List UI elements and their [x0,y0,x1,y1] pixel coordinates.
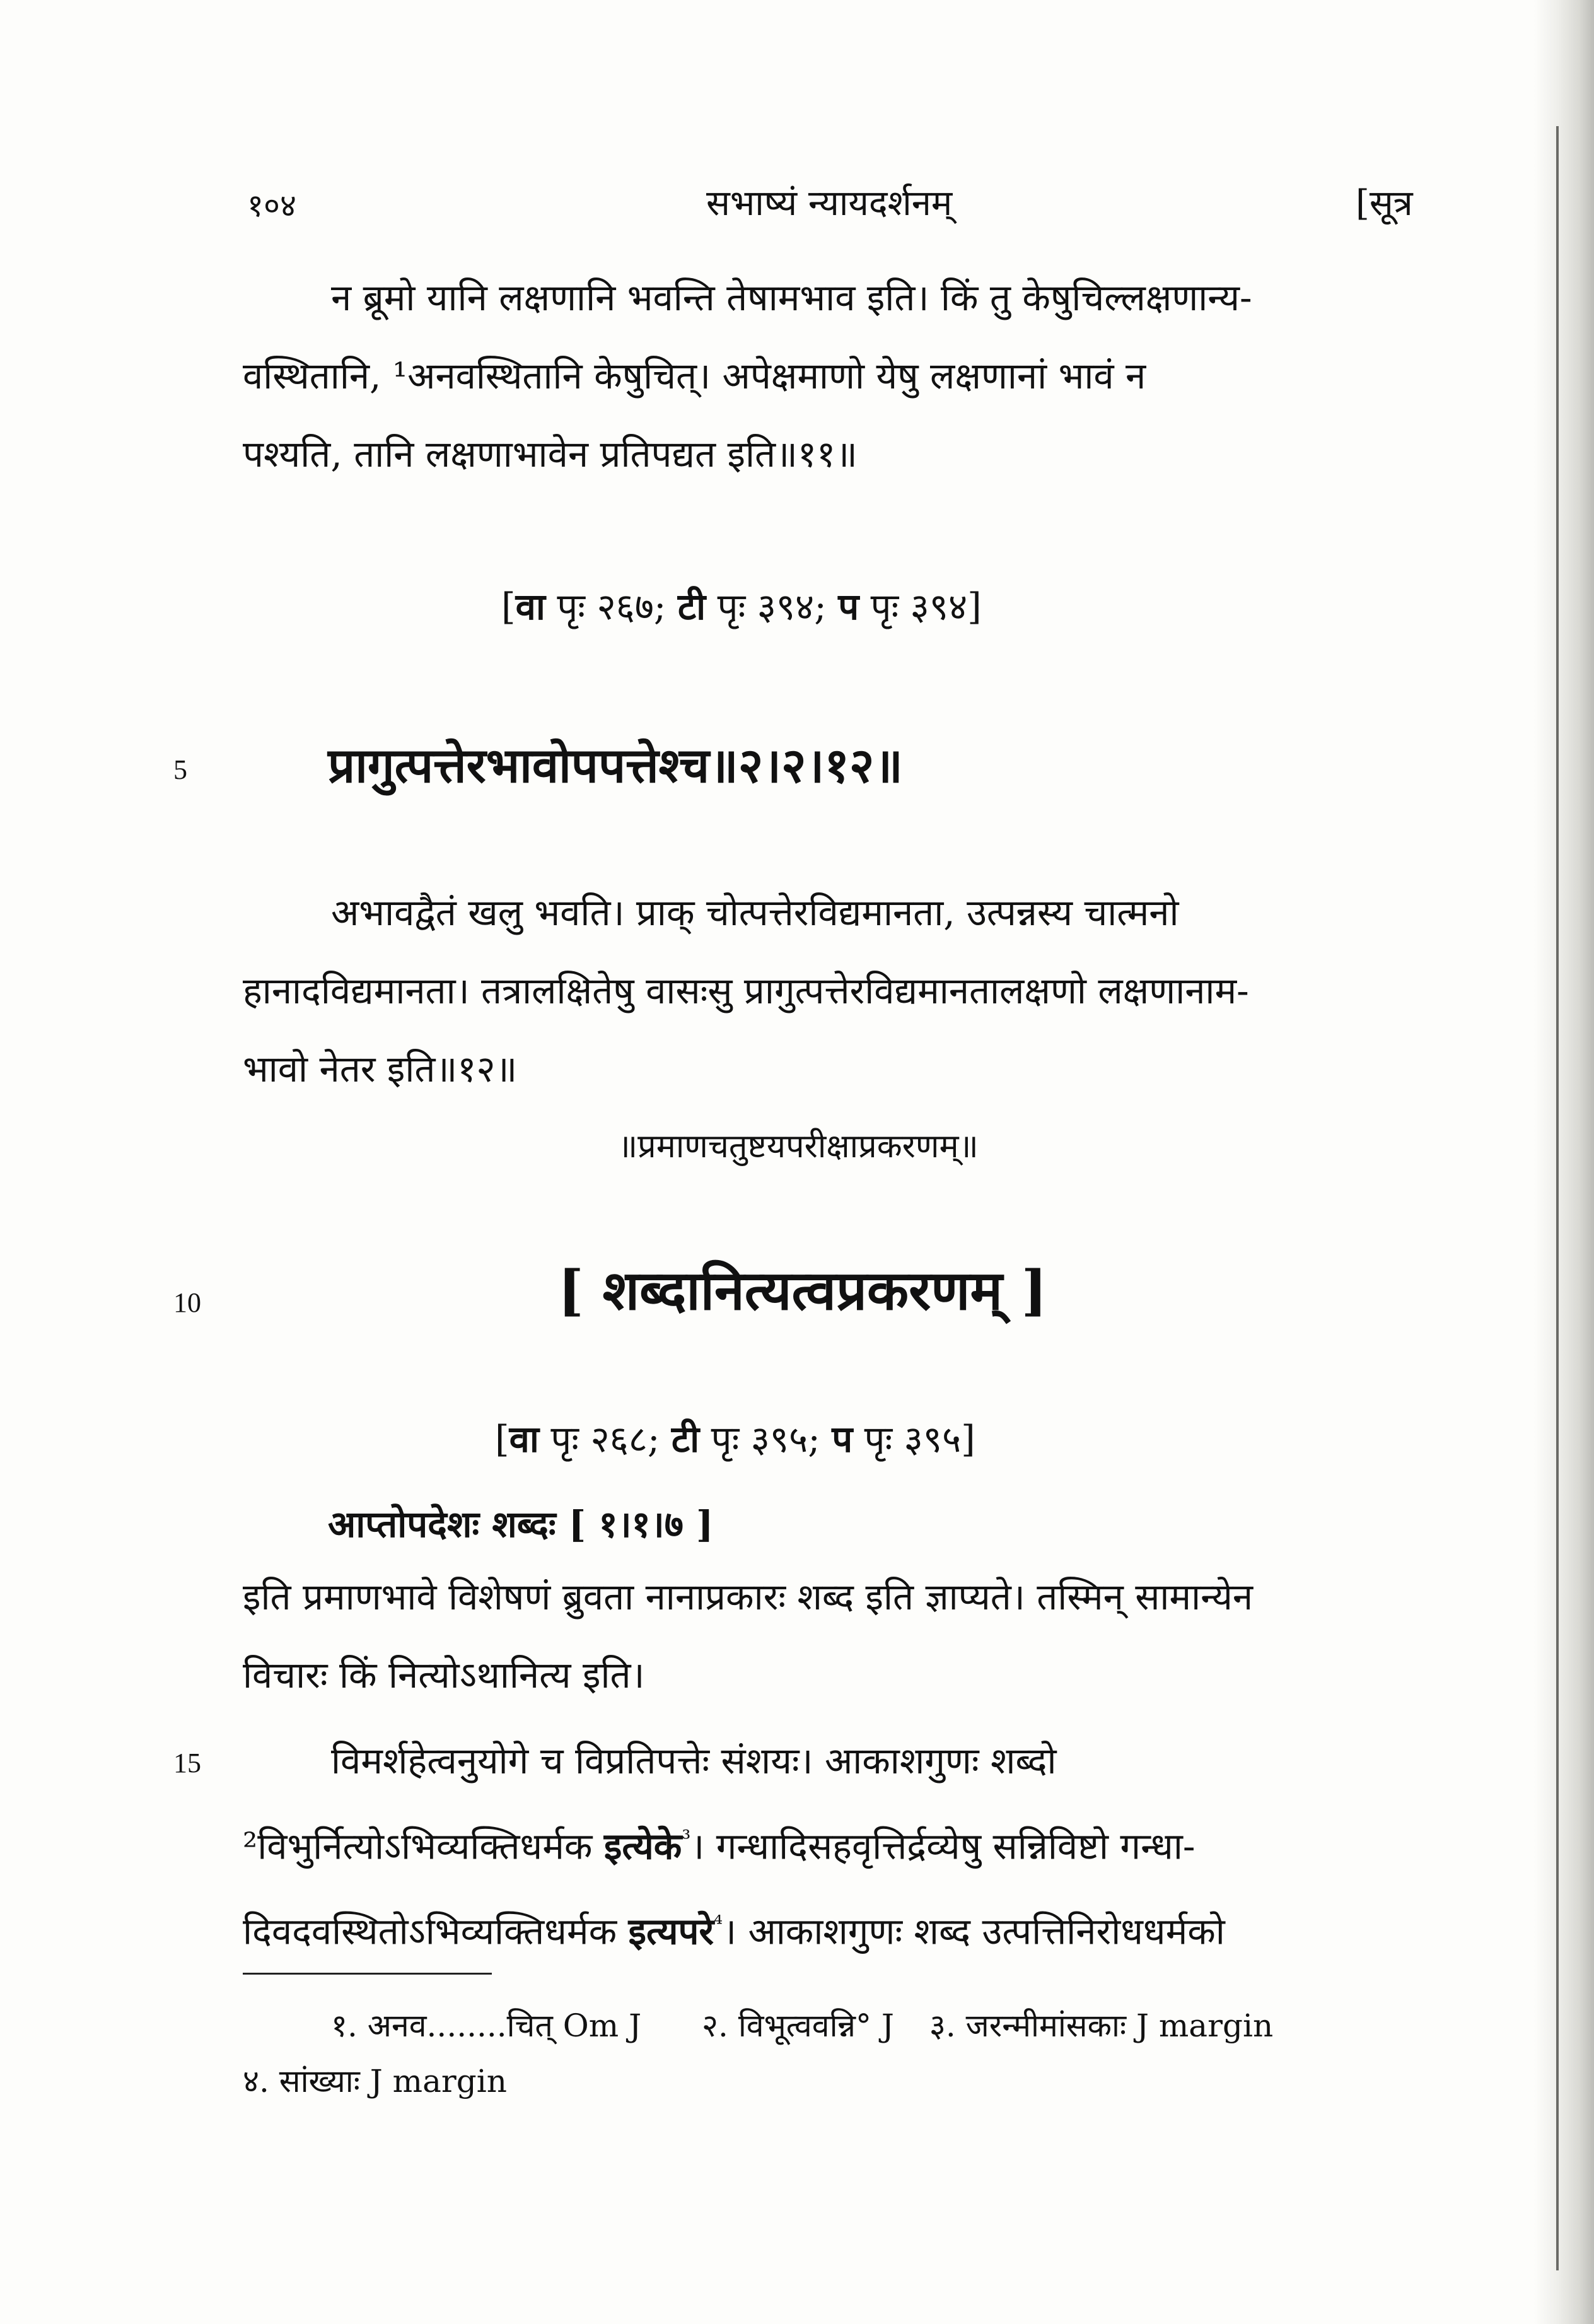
paragraph-3-line-2: विचारः किं नित्योऽथानित्य इति। [243,1654,645,1696]
page-edge-shadow [1534,0,1594,2324]
paragraph-2-line-3: भावो नेतर इति॥१२॥ [243,1048,518,1090]
ref1-ti-page: पृः ३९४; [706,585,839,628]
binding-edge-line [1556,126,1559,2270]
footnotes [243,1998,1428,2109]
ref1-va: वा [515,585,545,628]
ref2-pa: प [832,1418,853,1461]
footnote-line-2 [243,2053,1428,2109]
footnote-rule [243,1973,492,1975]
ref1-va-page: पृः २६७; [545,585,678,628]
paragraph-2-line-1: अभावद्वैतं खलु भवति। प्राक् चोत्पत्तेरविद्यमानता, उत्पन्नस्य चात्मनो [331,891,1179,934]
paragraph-1-line-1: न ब्रूमो यानि लक्षणानि भवन्ति तेषामभाव इति। किं तु केषुचिल्लक्षणान्य- [331,276,1252,319]
paragraph-4-line-2 [243,1800,1422,1885]
paragraph-4 [243,1722,1422,1971]
paragraph-4-line-1: विमर्शहेत्वनुयोगे च विप्रतिपत्तेः संशयः। आकाशगुणः शब्दो [331,1739,1057,1782]
section-marker: [सूत्र [1356,183,1413,224]
ref2-ti-page: पृः ३९५; [699,1418,832,1461]
margin-line-number-10: 10 [173,1287,201,1318]
ref2-va: वा [509,1418,539,1461]
p4-l3-bold: इत्यपरे [628,1910,714,1953]
ref2-ti: टी [671,1418,700,1461]
reference-line-1 [501,580,982,630]
p4-l3-post: । आकाशगुणः शब्द उत्पत्तिनिरोधधर्मको [723,1910,1225,1953]
paragraph-3-line-1: इति प्रमाणभावे विशेषणं ब्रुवता नानाप्रकारः शब्द इति ज्ञाप्यते। तस्मिन् सामान्येन [243,1575,1254,1618]
paragraph-2-line-2: हानादविद्यमानता। तत्रालक्षितेषु वासःसु प्रागुत्पत्तेरविद्यमानतालक्षणो लक्षणानाम- [243,969,1249,1012]
footnote-1: १. अनव........चित् Om J [331,2007,642,2044]
ref1-open: [ [501,585,516,628]
footnote-4: ४. सांख्याः J margin [243,2063,507,2099]
paragraph-1-line-3: पश्यति, तानि लक्षणाभावेन प्रतिपद्यत इति॥११॥ [243,433,858,476]
quoted-sutra: आप्तोपदेशः शब्दः [ १।१।७ ] [328,1503,714,1546]
ref2-pa-page: पृः ३९५] [852,1418,975,1461]
p4-l2-post: । गन्धादिसहवृत्तिर्द्रव्येषु सन्निविष्टो गन्धा- [690,1825,1196,1868]
ref2-open: [ [495,1418,509,1461]
ref1-pa: प [838,585,859,628]
ref2-va-page: पृः २६८; [538,1418,672,1461]
paragraph-2 [243,873,1422,1108]
p4-l3-sup: ⁴ [714,1912,723,1937]
p4-l2-pre: ²विभुर्नित्योऽभिव्यक्तिधर्मक [243,1825,604,1868]
margin-line-number-15: 15 [173,1748,201,1778]
page-number: १०४ [247,187,296,224]
p4-l2-bold: इत्येके [603,1825,682,1868]
paragraph-3 [243,1558,1422,1714]
footnote-line-1 [243,1998,1428,2053]
reference-line-2 [495,1413,975,1463]
ref1-ti: टी [677,585,706,628]
p4-l3-pre: दिवदवस्थितोऽभिव्यक्तिधर्मक [243,1910,629,1953]
footnote-2: २. विभूत्ववन्नि° J [702,2007,894,2044]
section-colophon: ॥प्रमाणचतुष्टयपरीक्षाप्रकरणम्॥ [618,1128,979,1165]
p4-l2-sup: ³ [682,1826,691,1852]
margin-line-number-5: 5 [173,754,187,785]
paragraph-4-line-3 [243,1885,1422,1970]
section-heading: [ शब्दानित्यत्वप्रकरणम् ] [558,1259,1047,1323]
paragraph-1-line-2: वस्थितानि, ¹अनवस्थितानि केषुचित्। अपेक्षमाणो येषु लक्षणानां भावं न [243,354,1146,397]
ref1-pa-page: पृः ३९४] [859,585,982,628]
paragraph-1 [243,259,1422,493]
sutra-text: प्रागुत्पत्तेरभावोपपत्तेश्च॥२।२।१२॥ [328,737,903,793]
running-title: सभाष्यं न्यायदर्शनम् [706,183,953,224]
footnote-3: ३. जरन्मीमांसकाः J margin [929,2007,1274,2044]
